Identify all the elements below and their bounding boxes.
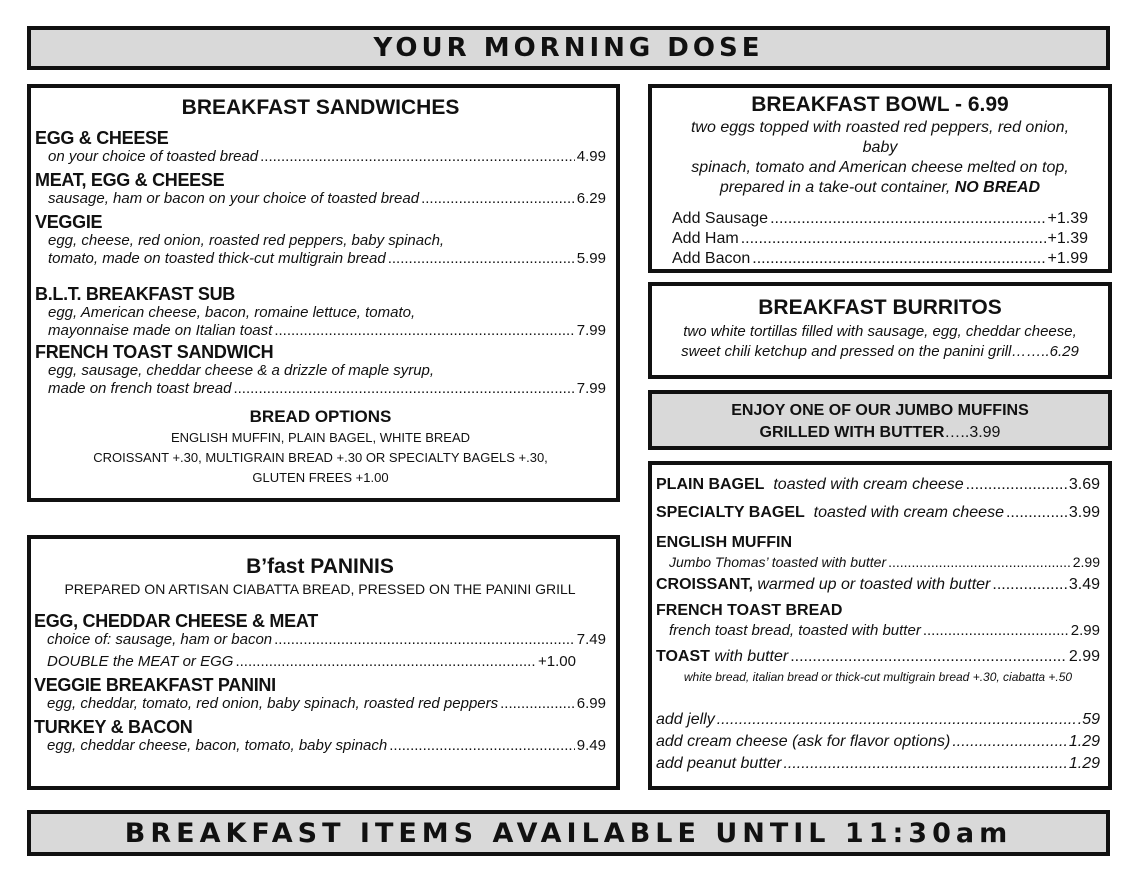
item-price: 7.99 [576, 380, 606, 397]
extra-item [656, 709, 1100, 731]
item-desc: made on french toast bread [48, 380, 232, 397]
item-name: PLAIN BAGEL [656, 476, 765, 493]
item-desc: egg, cheese, red onion, roasted red peppers, baby spinach, [48, 232, 445, 249]
item-price: 3.69 [1068, 476, 1100, 493]
item-price: 9.49 [576, 737, 606, 754]
bowl-addon [672, 249, 1088, 269]
muffins-line: ENJOY ONE OF OUR JUMBO MUFFINS [731, 402, 1029, 419]
extra-label: add peanut butter [656, 755, 782, 772]
item-name: EGG & CHEESE [35, 128, 169, 148]
menu-item [35, 170, 606, 208]
section-heading: BREAKFAST SANDWICHES [181, 96, 460, 119]
menu-title: YOUR MORNING DOSE [373, 33, 764, 63]
item-name: B.L.T. BREAKFAST SUB [35, 284, 236, 304]
item-price: 3.49 [1068, 576, 1100, 593]
menu-title-banner [27, 26, 1110, 70]
item-price: 6.29 [576, 190, 606, 207]
item-desc: tomato, made on toasted thick-cut multigrain bread [48, 250, 386, 267]
item-desc: egg, American cheese, bacon, romaine lettuce, tomato, [48, 304, 416, 321]
item-price: 3.99 [1068, 504, 1100, 521]
bowl-addon [672, 209, 1088, 229]
bowl-addon [672, 229, 1088, 249]
item-desc: sausage, ham or bacon on your choice of toasted bread [48, 190, 420, 207]
item-name: VEGGIE [35, 212, 103, 232]
bread-options [35, 406, 606, 488]
item-desc: mayonnaise made on Italian toast [48, 322, 273, 339]
item-price: 2.99 [1072, 554, 1100, 570]
section-subheading: PREPARED ON ARTISAN CIABATTA BREAD, PRESSED ON THE PANINI GRILL [64, 581, 576, 597]
section-heading: BREAKFAST BURRITOS [758, 296, 1002, 319]
muffins-price: …..3.99 [944, 424, 1001, 441]
item-desc: DOUBLE the MEAT or EGG [47, 653, 234, 670]
menu-item [35, 342, 606, 398]
addon-price: +1.39 [1047, 210, 1088, 227]
no-bread-note: NO BREAD [954, 179, 1041, 196]
item-name: EGG, CHEDDAR CHEESE & MEAT [34, 611, 318, 631]
addon-label: Add Ham [672, 230, 739, 247]
item-name: MEAT, EGG & CHEESE [35, 170, 225, 190]
menu-item [656, 645, 1100, 669]
item-name: ENGLISH MUFFIN [656, 534, 792, 551]
item-desc: warmed up or toasted with butter [757, 576, 991, 593]
bread-options-line: GLUTEN FREES +1.00 [252, 470, 389, 485]
item-desc: french toast bread, toasted with butter [669, 622, 921, 639]
menu-item [656, 501, 1100, 525]
extra-price: 1.29 [1068, 755, 1100, 772]
bowl-desc-line: two eggs topped with roasted red peppers, red onion, baby [690, 119, 1070, 156]
bread-options-heading: BREAD OPTIONS [249, 407, 392, 426]
section-heading: BREAKFAST BOWL - 6.99 [751, 93, 1009, 116]
item-name: TURKEY & BACON [34, 717, 193, 737]
item-desc: toasted with cream cheese [813, 504, 1004, 521]
menu-item [656, 553, 1100, 571]
addon-label: Add Sausage [672, 210, 769, 227]
item-desc: egg, cheddar cheese, bacon, tomato, baby spinach [47, 737, 388, 754]
item-price: 4.99 [576, 148, 606, 165]
availability-banner [27, 810, 1110, 856]
jumbo-muffins-section [648, 390, 1112, 450]
item-desc: egg, cheddar, tomato, red onion, baby spinach, roasted red peppers [47, 695, 499, 712]
extra-price: .59 [1077, 711, 1100, 728]
bread-options-line: ENGLISH MUFFIN, PLAIN BAGEL, WHITE BREAD [170, 430, 471, 445]
menu-item [656, 473, 1100, 497]
item-desc: on your choice of toasted bread [48, 148, 259, 165]
menu-item [35, 212, 606, 268]
bread-options-line: CROISSANT +.30, MULTIGRAIN BREAD +.30 OR SPECIALTY BAGELS +.30, [93, 450, 548, 465]
item-name: FRENCH TOAST SANDWICH [35, 342, 274, 362]
toast-note: white bread, italian bread or thick-cut multigrain bread +.30, ciabatta +.50 [683, 670, 1073, 684]
extra-label: add cream cheese (ask for flavor options) [656, 733, 951, 750]
burrito-desc-line: sweet chili ketchup and pressed on the panini grill……..6.29 [681, 343, 1079, 360]
availability-text: BREAKFAST ITEMS AVAILABLE UNTIL 11:30am [124, 817, 1013, 849]
item-name: SPECIALTY BAGEL [656, 504, 805, 521]
burrito-desc-line: two white tortillas filled with sausage, egg, cheddar cheese, [683, 323, 1077, 340]
muffins-line [652, 422, 1108, 444]
breakfast-burritos-section [648, 282, 1112, 379]
item-desc: Jumbo Thomas’ toasted with butter [669, 554, 887, 570]
item-name: CROISSANT, [656, 576, 753, 593]
extra-item [656, 731, 1100, 753]
item-name: TOAST [656, 648, 710, 665]
bowl-desc-line: spinach, tomato and American cheese melted on top, [691, 159, 1069, 176]
menu-item [656, 621, 1100, 641]
item-price: 2.99 [1068, 648, 1100, 665]
addon-price: +1.39 [1047, 230, 1088, 247]
breakfast-bowl-section [648, 84, 1112, 273]
item-price: 7.49 [576, 631, 606, 648]
item-price: 7.99 [576, 322, 606, 339]
section-heading: B’fast PANINIS [246, 555, 394, 578]
menu-item [35, 128, 606, 166]
menu-item [34, 695, 606, 713]
item-desc: egg, sausage, cheddar cheese & a drizzle of maple syrup, [48, 362, 435, 379]
menu-item [34, 631, 606, 649]
extra-item [656, 753, 1100, 775]
item-name: FRENCH TOAST BREAD [656, 602, 843, 619]
extra-label: add jelly [656, 711, 715, 728]
item-price: 5.99 [576, 250, 606, 267]
item-name: VEGGIE BREAKFAST PANINI [34, 675, 276, 695]
menu-item [34, 653, 606, 671]
menu-item [656, 573, 1100, 597]
item-price: +1.00 [538, 653, 576, 670]
item-desc: toasted with cream cheese [773, 476, 964, 493]
addon-price: +1.99 [1047, 250, 1088, 267]
item-price: 6.99 [576, 695, 606, 712]
menu-item [35, 284, 606, 340]
item-price: 2.99 [1070, 622, 1100, 639]
item-desc: choice of: sausage, ham or bacon [47, 631, 273, 648]
item-desc: with butter [714, 648, 789, 665]
bowl-desc-line: prepared in a take-out container, NO BREAD [719, 179, 1041, 196]
menu-item [34, 737, 606, 755]
breakfast-sandwiches-section [27, 84, 620, 502]
bagels-toast-section [648, 461, 1112, 790]
extra-price: 1.29 [1068, 733, 1100, 750]
muffins-grilled: GRILLED WITH BUTTER [759, 424, 945, 441]
paninis-section [27, 535, 620, 790]
addon-label: Add Bacon [672, 250, 751, 267]
